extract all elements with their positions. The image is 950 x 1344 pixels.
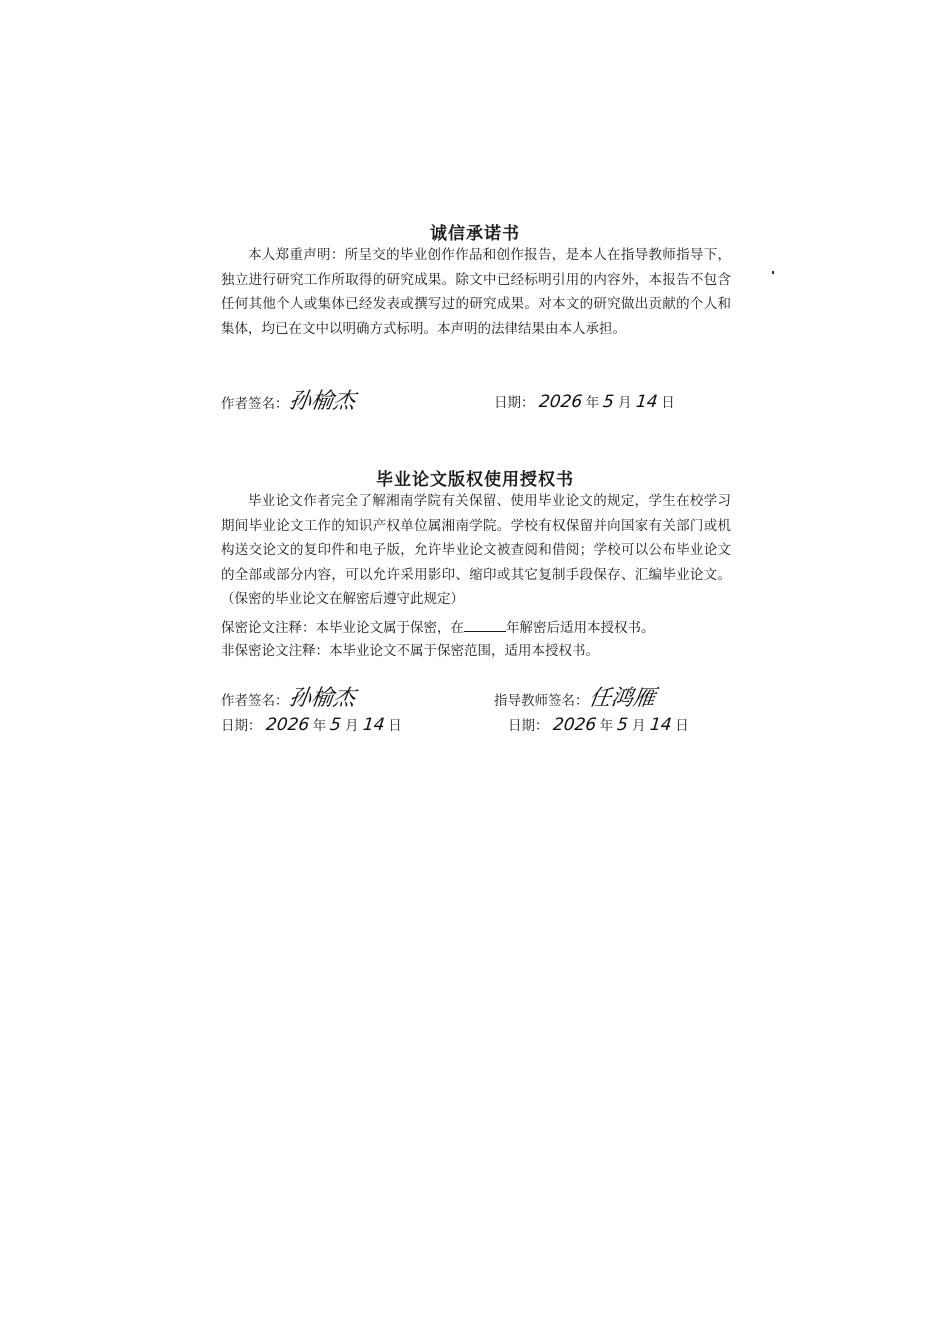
confidential-prefix: 保密论文注释：本毕业论文属于保密，在 — [221, 620, 464, 636]
advisor-line — [494, 686, 657, 711]
scan-speck — [772, 271, 774, 274]
date-day: 14 — [634, 392, 659, 412]
author-signature: 孙榆杰 — [286, 389, 357, 414]
month-char: 月 — [632, 718, 646, 734]
advisor-date-line — [508, 715, 689, 736]
date-day: 14 — [648, 715, 673, 735]
confidential-suffix: 年解密后适用本授权书。 — [506, 620, 655, 636]
date-year: 2026 — [551, 715, 597, 735]
copyright-title: 毕业论文版权使用授权书 — [376, 470, 574, 490]
integrity-author-line — [221, 389, 357, 414]
confidential-note — [221, 617, 655, 638]
date-year: 2026 — [264, 715, 310, 735]
month-char: 月 — [345, 718, 359, 734]
advisor-signature: 任鸿雁 — [586, 686, 657, 711]
date-day: 14 — [361, 715, 386, 735]
nonconfidential-note: 非保密论文注释：本毕业论文不属于保密范围，适用本授权书。 — [221, 643, 599, 659]
copyright-body: 毕业论文作者完全了解湘南学院有关保留、使用毕业论文的规定，学生在校学习期间毕业论文工作的知识产权单位属湘南学院。学校有权保留并向国家有关部门或机构送交论文的复印件和电子版，允许毕业论文被查阅和借阅；学校可以公布毕业论文的全部或部分内容，可以允许采用影印、缩印或其它复制手段保存、汇编毕业论文。（保密的毕业论文在解密后遵守此规定） — [221, 493, 731, 607]
day-char: 日 — [675, 718, 689, 734]
year-char: 年 — [312, 718, 327, 734]
date-label: 日期： — [508, 718, 549, 734]
date-month: 5 — [329, 715, 343, 735]
integrity-body: 本人郑重声明：所呈交的毕业创作作品和创作报告，是本人在指导教师指导下，独立进行研究工作所取得的研究成果。除文中已经标明引用的内容外，本报告不包含任何其他个人或集体已经发表或撰写过的研究成果。对本文的研究做出贡献的个人和集体，均已在文中以明确方式标明。本声明的法律结果由本人承担。 — [221, 247, 731, 337]
advisor-signature-label: 指导教师签名： — [494, 693, 589, 709]
author-signature-label: 作者签名： — [221, 693, 289, 709]
copyright-author-line — [221, 686, 357, 711]
date-month: 5 — [602, 392, 616, 412]
author-signature: 孙榆杰 — [286, 686, 357, 711]
date-year: 2026 — [537, 392, 583, 412]
date-month: 5 — [616, 715, 630, 735]
author-date-line — [221, 715, 402, 736]
author-signature-label: 作者签名： — [221, 396, 289, 412]
month-char: 月 — [618, 395, 632, 411]
day-char: 日 — [661, 395, 675, 411]
confidential-year-blank — [464, 617, 506, 632]
year-char: 年 — [585, 395, 600, 411]
date-label: 日期： — [221, 718, 262, 734]
day-char: 日 — [388, 718, 402, 734]
date-label: 日期： — [494, 395, 535, 411]
year-char: 年 — [599, 718, 614, 734]
integrity-title: 诚信承诺书 — [430, 224, 520, 244]
integrity-date-line — [494, 392, 675, 413]
